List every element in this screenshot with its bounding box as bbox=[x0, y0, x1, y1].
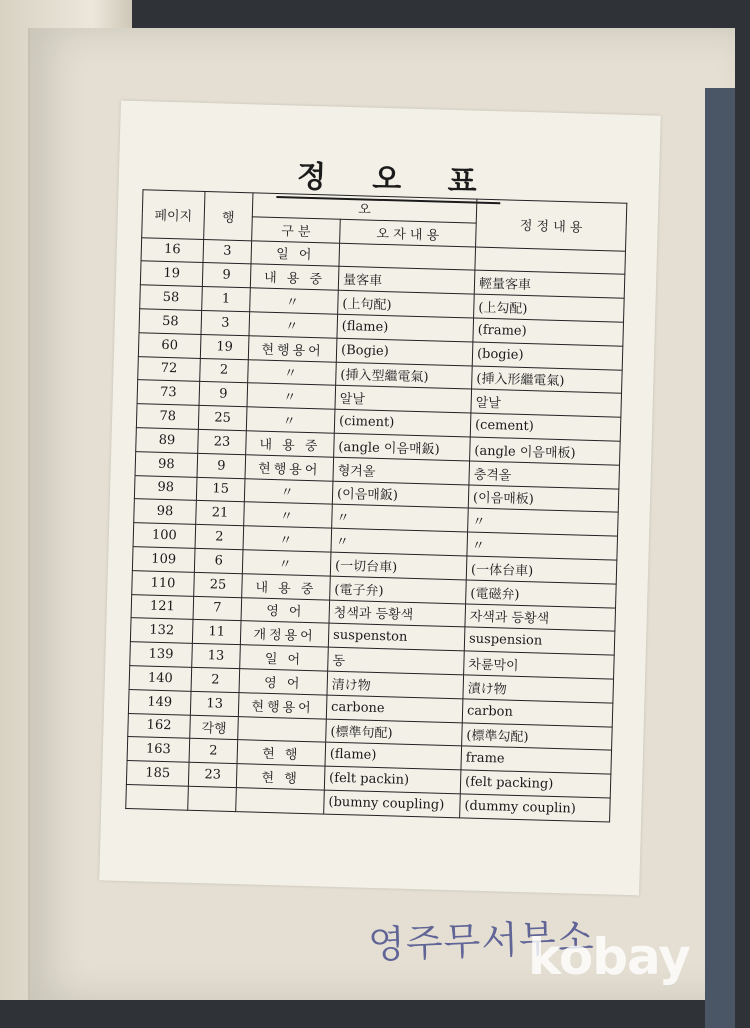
cell-category: 〃 bbox=[247, 383, 336, 409]
cell-correct: 〃 bbox=[468, 508, 619, 536]
cell-page: 73 bbox=[137, 380, 200, 406]
cell-line: 2 bbox=[200, 358, 249, 383]
cell-line: 3 bbox=[203, 239, 252, 264]
cell-wrong: carbone bbox=[326, 695, 463, 723]
cell-line: 2 bbox=[195, 525, 244, 550]
cell-page: 89 bbox=[136, 428, 199, 454]
cell-line: 11 bbox=[192, 620, 241, 645]
cell-page: 110 bbox=[132, 570, 195, 596]
cell-line: 13 bbox=[190, 691, 239, 716]
cell-correct: suspension bbox=[464, 627, 615, 655]
cell-correct: (bogie) bbox=[472, 342, 623, 370]
cell-wrong: (flame) bbox=[337, 314, 474, 342]
cell-wrong: (上句配) bbox=[338, 290, 475, 318]
cell-category: 개정용어 bbox=[240, 621, 329, 647]
cell-line: 25 bbox=[198, 406, 247, 431]
cell-line: 9 bbox=[202, 263, 251, 288]
cell-wrong: (標準句配) bbox=[326, 719, 463, 747]
cell-correct: (電磁弁) bbox=[466, 580, 617, 608]
cell-page: 78 bbox=[136, 404, 199, 430]
header-wrong-group: 오 bbox=[252, 193, 477, 223]
header-category: 구 분 bbox=[252, 217, 341, 243]
cell-wrong: (挿入型繼電氣) bbox=[336, 362, 473, 390]
cell-category: 현행용어 bbox=[238, 692, 327, 718]
cell-correct: (上勾配) bbox=[474, 294, 625, 322]
cell-line: 9 bbox=[197, 453, 246, 478]
cell-line: 25 bbox=[194, 572, 243, 597]
cell-line: 1 bbox=[202, 287, 251, 312]
errata-title: 정 오 표 bbox=[118, 147, 659, 206]
cell-page: 185 bbox=[126, 761, 189, 787]
cell-page: 132 bbox=[130, 618, 193, 644]
cell-page: 98 bbox=[135, 451, 198, 477]
cell-wrong: suspenston bbox=[328, 623, 465, 651]
cell-category: 현 행 bbox=[237, 740, 326, 766]
cell-wrong: (Bogie) bbox=[336, 338, 473, 366]
watermark-logo: kobay bbox=[528, 928, 690, 986]
cell-wrong: 〃 bbox=[332, 505, 469, 533]
cell-page: 163 bbox=[127, 737, 190, 763]
cell-page: 98 bbox=[134, 499, 197, 525]
ink-stamp: 영주무서부소 bbox=[367, 915, 596, 967]
cell-correct: 충격올 bbox=[469, 461, 620, 489]
errata-sheet bbox=[99, 101, 661, 896]
cell-page: 100 bbox=[133, 523, 196, 549]
cell-correct: 〃 bbox=[467, 532, 618, 560]
cell-category: 〃 bbox=[243, 526, 332, 552]
cell-page: 140 bbox=[129, 666, 192, 692]
cell-page: 139 bbox=[130, 642, 193, 668]
cell-wrong: (bumny coupling) bbox=[324, 790, 461, 818]
cell-correct: 차륜막이 bbox=[464, 651, 615, 679]
cell-line: 19 bbox=[200, 334, 249, 359]
cell-correct: 알날 bbox=[471, 389, 622, 417]
cell-category: 〃 bbox=[246, 407, 335, 433]
cell-correct: carbon bbox=[462, 699, 613, 727]
cell-category: 〃 bbox=[244, 478, 333, 504]
cell-line: 23 bbox=[188, 762, 237, 787]
cell-category: 〃 bbox=[248, 359, 337, 385]
cell-correct: (이음매板) bbox=[468, 485, 619, 513]
cell-wrong: (felt packin) bbox=[324, 766, 461, 794]
cell-wrong: 동 bbox=[328, 647, 465, 675]
cell-correct: (frame) bbox=[473, 318, 624, 346]
cell-category: 〃 bbox=[244, 502, 333, 528]
cell-correct: (標準勾配) bbox=[462, 722, 613, 750]
cell-page: 19 bbox=[140, 261, 203, 287]
cell-wrong: 清け物 bbox=[327, 671, 464, 699]
cell-correct: (cement) bbox=[470, 413, 621, 441]
cell-page: 60 bbox=[138, 332, 201, 358]
cell-page: 98 bbox=[134, 475, 197, 501]
cell-wrong: 〃 bbox=[331, 528, 468, 556]
cell-wrong: (一切台車) bbox=[330, 552, 467, 580]
cell-wrong: (flame) bbox=[325, 742, 462, 770]
cell-category: 내 용 중 bbox=[250, 264, 339, 290]
cell-category bbox=[236, 788, 325, 814]
cell-line: 3 bbox=[201, 310, 250, 335]
cell-category: 일 어 bbox=[240, 645, 329, 671]
cell-category: 내 용 중 bbox=[242, 573, 331, 599]
cell-wrong: 청색과 등황색 bbox=[329, 600, 466, 628]
cell-line: 2 bbox=[189, 739, 238, 764]
cell-line bbox=[188, 786, 237, 811]
cell-category: 〃 bbox=[242, 550, 331, 576]
cell-wrong: (電子弁) bbox=[330, 576, 467, 604]
cell-category: 영 어 bbox=[239, 669, 328, 695]
cell-correct: (angle 이음매板) bbox=[470, 437, 621, 465]
cell-line: 2 bbox=[191, 667, 240, 692]
cell-wrong: (이음매鈑) bbox=[332, 481, 469, 509]
header-line: 행 bbox=[204, 191, 253, 240]
cell-page: 162 bbox=[128, 713, 191, 739]
cell-correct: (dummy couplin) bbox=[460, 794, 611, 822]
header-wrong-content: 오 자 내 용 bbox=[340, 219, 477, 247]
cell-category: 영 어 bbox=[241, 597, 330, 623]
cell-category: 내 용 중 bbox=[246, 431, 335, 457]
errata-table bbox=[125, 189, 627, 822]
cell-correct: 자색과 등황색 bbox=[465, 603, 616, 631]
cell-line: 각행 bbox=[190, 715, 239, 740]
book-cover-edge bbox=[705, 88, 735, 1028]
cell-wrong: 量客車 bbox=[338, 267, 475, 295]
cell-category: 현 행 bbox=[236, 764, 325, 790]
cell-wrong: (ciment) bbox=[334, 409, 471, 437]
cell-line: 21 bbox=[196, 501, 245, 526]
cell-line: 7 bbox=[193, 596, 242, 621]
cell-page: 149 bbox=[128, 689, 191, 715]
cell-category: 〃 bbox=[249, 312, 338, 338]
cell-correct: (felt packing) bbox=[460, 770, 611, 798]
cell-wrong: 형겨올 bbox=[333, 457, 470, 485]
cell-category bbox=[238, 716, 327, 742]
cell-wrong: 알날 bbox=[335, 386, 472, 414]
cell-page bbox=[126, 784, 189, 810]
cell-correct: frame bbox=[461, 746, 612, 774]
cell-line: 13 bbox=[192, 643, 241, 668]
header-correct: 정 정 내 용 bbox=[476, 199, 627, 251]
cell-correct: 輕量客車 bbox=[474, 270, 625, 298]
cell-correct: (挿入形繼電氣) bbox=[472, 366, 623, 394]
cell-correct: (一体台車) bbox=[466, 556, 617, 584]
cell-page: 121 bbox=[131, 594, 194, 620]
cell-line: 9 bbox=[199, 382, 248, 407]
cell-category: 일 어 bbox=[251, 240, 340, 266]
cell-wrong: (angle 이음매鈑) bbox=[334, 433, 471, 461]
header-page: 페이지 bbox=[142, 190, 205, 239]
cell-category: 현행용어 bbox=[248, 336, 337, 362]
cell-page: 109 bbox=[132, 547, 195, 573]
cell-page: 58 bbox=[139, 309, 202, 335]
cell-category: 〃 bbox=[250, 288, 339, 314]
cell-line: 15 bbox=[196, 477, 245, 502]
cell-page: 16 bbox=[141, 237, 204, 263]
cell-page: 58 bbox=[140, 285, 203, 311]
cell-correct: 漬け物 bbox=[463, 675, 614, 703]
cell-page: 72 bbox=[138, 356, 201, 382]
cell-category: 현행용어 bbox=[245, 454, 334, 480]
cell-line: 6 bbox=[194, 548, 243, 573]
cell-line: 23 bbox=[198, 429, 247, 454]
